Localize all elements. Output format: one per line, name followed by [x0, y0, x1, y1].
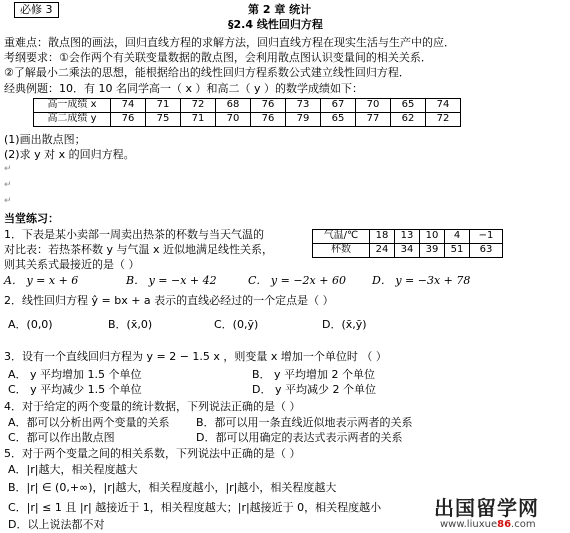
- q2-option-c: C．(0,ȳ): [214, 318, 259, 331]
- q5-option-c: C．|r| ≤ 1 且 |r| 越接近于 1，相关程度越大；|r|越接近于 0，相关程度越小: [8, 501, 382, 514]
- table-cell: 67: [321, 99, 356, 113]
- scores-table: [33, 98, 461, 127]
- q3-option-d: D． y 平均减少 2 个单位: [252, 383, 376, 396]
- q3-option-b: B． y 平均增加 2 个单位: [252, 368, 376, 381]
- row-label: 高一成绩 x: [34, 99, 111, 113]
- table-cell: 65: [321, 113, 356, 127]
- requirement-2: ②了解最小二乘法的思想，能根据给出的线性回归方程系数公式建立线性回归方程．: [4, 66, 410, 79]
- table-cell: 51: [445, 244, 470, 258]
- table-cell: 70: [356, 99, 391, 113]
- table-row: [34, 99, 461, 113]
- row-label: 杯数: [313, 244, 370, 258]
- q1-option-c: C． y = −2x + 60: [248, 274, 346, 287]
- q3-stem: 3．设有一个直线回归方程为 y = 2 − 1.5 x ，则变量 x 增加一个单位时 （ ）: [4, 350, 387, 363]
- paragraph-mark-icon: ↵: [4, 164, 12, 174]
- table-cell: 70: [216, 113, 251, 127]
- table-cell: 4: [445, 230, 470, 244]
- chapter-title: 第 2 章 统计: [248, 3, 312, 16]
- table-cell: 74: [111, 99, 146, 113]
- q4-option-c: C．都可以作出散点图: [8, 431, 115, 444]
- q1-line-3: 则其关系式最接近的是（ ）: [4, 258, 140, 271]
- q5-option-a: A．|r|越大，相关程度越大: [8, 463, 138, 476]
- row-label: 高二成绩 y: [34, 113, 111, 127]
- table-cell: 77: [356, 113, 391, 127]
- table-cell: 73: [286, 99, 321, 113]
- table-cell: 72: [426, 113, 461, 127]
- section-title: §2.4 线性回归方程: [228, 18, 323, 31]
- q3-option-a: A． y 平均增加 1.5 个单位: [8, 368, 142, 381]
- table-cell: 76: [111, 113, 146, 127]
- table-cell: 74: [426, 99, 461, 113]
- q3-option-c: C． y 平均减少 1.5 个单位: [8, 383, 142, 396]
- q1-option-d: D． y = −3x + 78: [372, 274, 471, 287]
- table-cell: 76: [251, 99, 286, 113]
- table-row: [313, 230, 503, 244]
- table-cell: 13: [395, 230, 420, 244]
- key-points: 重难点：散点图的画法，回归直线方程的求解方法，回归直线方程在现实生活与生产中的应．: [4, 36, 455, 49]
- watermark-url: www.liuxue86.com: [440, 519, 536, 530]
- table-cell: 63: [470, 244, 503, 258]
- table-cell: 79: [286, 113, 321, 127]
- table-cell: 10: [420, 230, 445, 244]
- table-cell: 71: [181, 113, 216, 127]
- table-cell: 18: [370, 230, 395, 244]
- q2-option-a: A．(0,0): [8, 318, 53, 331]
- task-2: (2)求 y 对 x 的回归方程。: [4, 148, 135, 161]
- table-cell: 71: [146, 99, 181, 113]
- paragraph-mark-icon: ↵: [4, 196, 12, 206]
- q1-option-a: A． y = x + 6: [4, 274, 79, 287]
- q1-line-1: 1．下表是某小卖部一周卖出热茶的杯数与当天气温的: [4, 228, 264, 241]
- q1-option-b: B． y = −x + 42: [126, 274, 217, 287]
- practice-title: 当堂练习：: [4, 212, 59, 225]
- q4-option-b: B．都可以用一条直线近似地表示两者的关系: [196, 416, 413, 429]
- example-intro: 经典例题：10．有 10 名同学高一（ x ）和高二（ y ）的数学成绩如下：: [4, 82, 363, 95]
- table-cell: 72: [181, 99, 216, 113]
- q2-option-b: B．(x̄,0): [108, 318, 153, 331]
- table-cell: 76: [251, 113, 286, 127]
- table-row: [34, 113, 461, 127]
- requirement-1: 考纲要求：①会作两个有关联变量数据的散点图，会利用散点图认识变量间的相关关系．: [4, 51, 432, 64]
- q1-line-2: 对比表：若热茶杯数 y 与气温 x 近似地满足线性关系，: [4, 243, 274, 256]
- q4-option-a: A．都可以分析出两个变量的关系: [8, 416, 170, 429]
- watermark-logo: 出国留学网: [434, 496, 539, 520]
- table-cell: 24: [370, 244, 395, 258]
- q4-option-d: D．都可以用确定的表达式表示两者的关系: [196, 431, 403, 444]
- q5-option-b: B．|r| ∈ (0,+∞)，|r|越大，相关程度越小，|r|越小，相关程度越大: [8, 481, 337, 494]
- row-label: 气温/℃: [313, 230, 370, 244]
- table-cell: 39: [420, 244, 445, 258]
- q2-stem: 2．线性回归方程 ŷ = bx + a 表示的直线必经过的一个定点是（ ）: [4, 294, 334, 307]
- paragraph-mark-icon: ↵: [4, 180, 12, 190]
- q5-stem: 5．对于两个变量之间的相关系数，下列说法中正确的是（ ）: [4, 447, 301, 460]
- q2-option-d: D．(x̄,ȳ): [322, 318, 367, 331]
- subject-tag: 必修 3: [14, 2, 59, 18]
- q5-option-d: D．以上说法都不对: [8, 518, 105, 531]
- tea-temperature-table: [312, 229, 503, 258]
- table-cell: 65: [391, 99, 426, 113]
- table-cell: 34: [395, 244, 420, 258]
- table-row: [313, 244, 503, 258]
- table-cell: 75: [146, 113, 181, 127]
- table-cell: 68: [216, 99, 251, 113]
- q4-stem: 4．对于给定的两个变量的统计数据，下列说法正确的是（ ）: [4, 400, 301, 413]
- table-cell: −1: [470, 230, 503, 244]
- task-1: (1)画出散点图；: [4, 133, 86, 146]
- table-cell: 62: [391, 113, 426, 127]
